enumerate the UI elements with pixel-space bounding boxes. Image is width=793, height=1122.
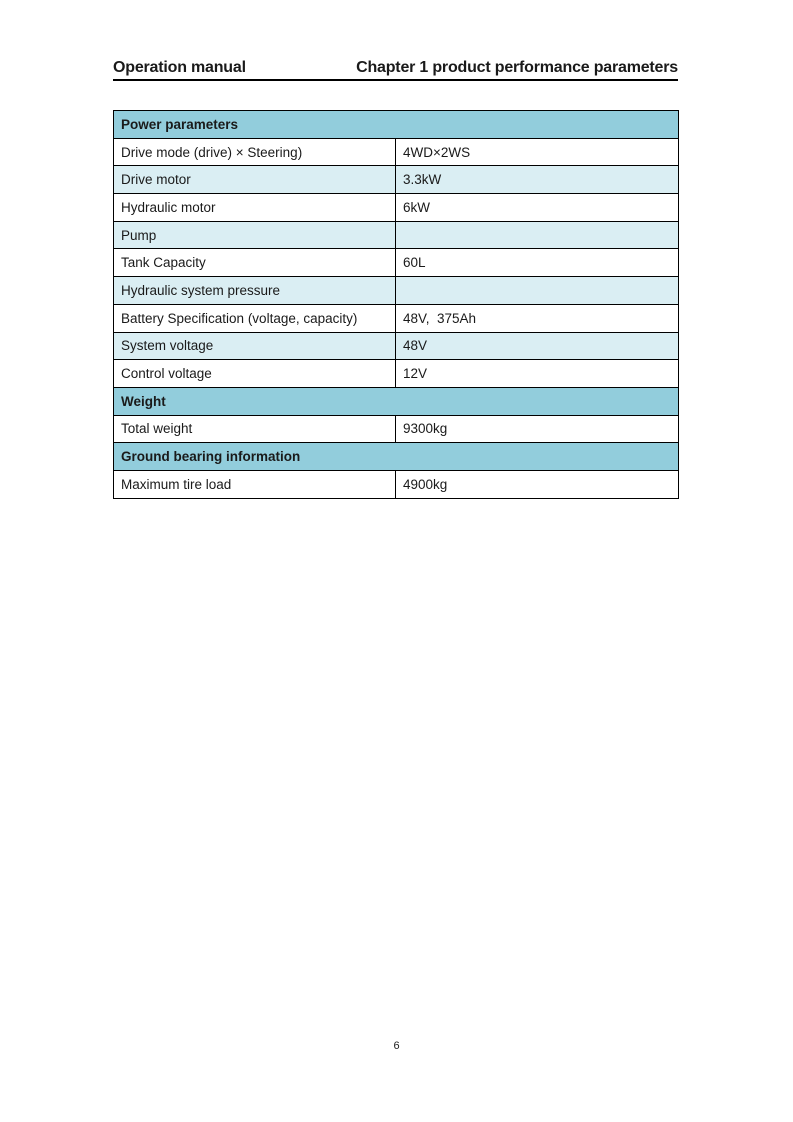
page-number: 6 [393, 1040, 400, 1052]
param-value: 48V [396, 332, 679, 360]
table-row-drive-motor [114, 166, 679, 194]
param-value: 4WD×2WS [396, 138, 679, 166]
param-value [396, 221, 679, 249]
table-row-maximum-tire-load [114, 470, 679, 498]
param-value: 60L [396, 249, 679, 277]
param-value [396, 277, 679, 305]
param-value: 12V [396, 360, 679, 388]
section-header-ground-bearing [114, 443, 679, 471]
document-header [113, 59, 678, 81]
section-title: Power parameters [114, 111, 679, 139]
param-label: System voltage [114, 332, 396, 360]
table-row-pump [114, 221, 679, 249]
param-value: 6kW [396, 194, 679, 222]
table-row-system-voltage [114, 332, 679, 360]
param-label: Hydraulic system pressure [114, 277, 396, 305]
param-label: Hydraulic motor [114, 194, 396, 222]
param-label: Drive motor [114, 166, 396, 194]
section-title: Weight [114, 387, 679, 415]
param-value: 9300kg [396, 415, 679, 443]
table-row-control-voltage [114, 360, 679, 388]
param-value: 4900kg [396, 470, 679, 498]
param-value: 48V, 375Ah [396, 304, 679, 332]
param-label: Pump [114, 221, 396, 249]
param-value: 3.3kW [396, 166, 679, 194]
section-header-power-parameters [114, 111, 679, 139]
parameters-table [113, 110, 679, 499]
param-label: Maximum tire load [114, 470, 396, 498]
section-header-weight [114, 387, 679, 415]
param-label: Drive mode (drive) × Steering) [114, 138, 396, 166]
section-title: Ground bearing information [114, 443, 679, 471]
param-label: Total weight [114, 415, 396, 443]
table-row-total-weight [114, 415, 679, 443]
table-row-hydraulic-system-pressure [114, 277, 679, 305]
table-row-hydraulic-motor [114, 194, 679, 222]
table-row-tank-capacity [114, 249, 679, 277]
param-label: Tank Capacity [114, 249, 396, 277]
param-label: Battery Specification (voltage, capacity) [114, 304, 396, 332]
table-row-drive-mode [114, 138, 679, 166]
table-row-battery-specification [114, 304, 679, 332]
param-label: Control voltage [114, 360, 396, 388]
header-manual-title: Operation manual [113, 59, 246, 76]
header-chapter-title: Chapter 1 product performance parameters [356, 59, 678, 76]
